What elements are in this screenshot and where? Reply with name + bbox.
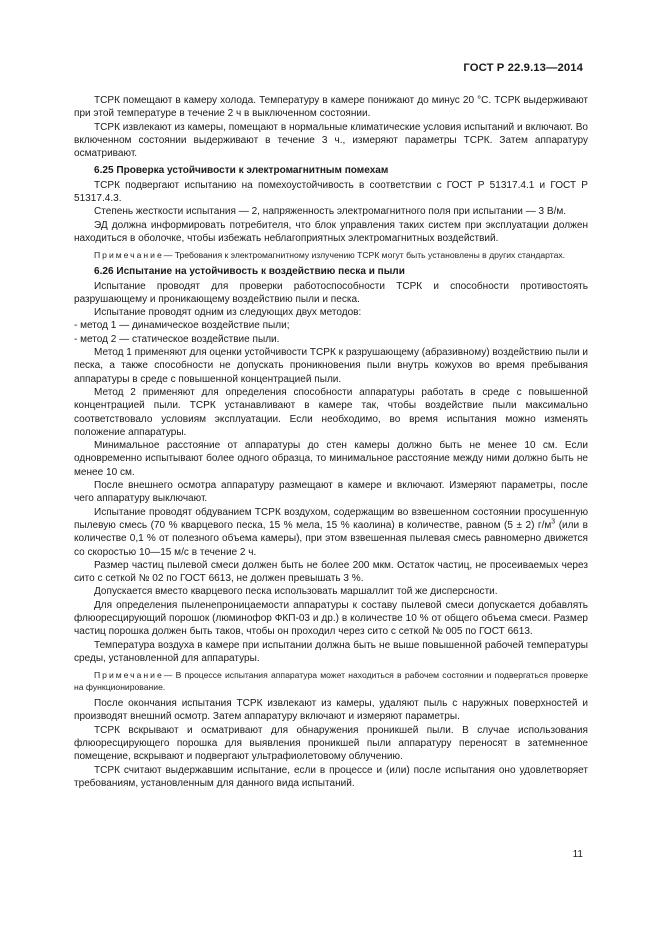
page-number: 11: [572, 849, 583, 860]
section-6-25-paragraph-1: ТСРК подвергают испытанию на помехоустойчивость в соответствии с ГОСТ Р 51317.4.1 и ГОСТ Р 51317.4.3.: [74, 179, 588, 205]
section-6-26-paragraph-2: Испытание проводят одним из следующих двух методов:: [94, 307, 362, 319]
note-label: Примечание: [94, 250, 164, 261]
section-6-25-note: [74, 249, 588, 261]
section-6-26-paragraph-12: После окончания испытания ТСРК извлекают из камеры, удаляют пыль с наружных поверхностей и производят внешний осмотр. Затем аппаратуру включают и измеряют параметры.: [74, 698, 588, 723]
section-6-26-paragraph-5: Минимальное расстояние от аппаратуры до стен камеры должно быть не менее 10 см. Если одновременно испытывают более одного образца, то минимальное расстояние между ними должно быть не менее 10 см.: [74, 440, 588, 478]
method-list-item: - метод 1 — динамическое воздействие пыли;: [74, 320, 290, 332]
paragraph-7-part-b: (или в количестве 0,1 % от полезного объема камеры), при этом взвешенная пылевая смесь равномерно движется со скоростью 10—15 м/с в течение 2 ч.: [74, 519, 588, 558]
section-6-26-paragraph-13: ТСРК вскрывают и осматривают для обнаружения проникшей пыли. В случае использования флюоресцирующего порошка для выявления проникшей пыли аппаратуру переносят в затемненное помещение, вскрывают и подвергают ультрафиолетовому облучению.: [74, 724, 588, 763]
section-6-26-paragraph-7: [74, 506, 588, 559]
section-6-26-note: [74, 669, 588, 693]
intro-paragraph-2: ТСРК извлекают из камеры, помещают в нормальные климатические условия испытаний и включают. Во включенном состоянии выдерживают в течение 3 ч., измеряют параметры ТСРК. Затем аппаратуру осматривают.: [74, 121, 588, 160]
section-6-25-paragraph-2: Степень жесткости испытания — 2, напряженность электромагнитного поля при испытании — 3 В/м.: [94, 206, 567, 218]
cubic-superscript: 3: [551, 518, 556, 526]
section-6-26-paragraph-6: После внешнего осмотра аппаратуру размещают в камере и включают. Измеряют параметры, после чего аппаратуру выключают.: [74, 480, 588, 505]
section-6-26-paragraph-8: Размер частиц пылевой смеси должен быть не более 200 мкм. Остаток частиц, не просеиваемых через сито с сеткой № 02 по ГОСТ 6613, не должен превышать 3 %.: [74, 559, 588, 585]
section-6-25-paragraph-3: ЭД должна информировать потребителя, что блок управления таких систем при эксплуатации должен находиться в оболочке, чтобы избежать неблагоприятных электромагнитных воздействий.: [74, 219, 588, 244]
section-6-26-paragraph-10: Для определения пыленепроницаемости аппаратуры к составу пылевой смеси допускается добавлять флюоресцирующий порошок (люминофор ФКП-03 и др.) в количестве 10 % от общего объема смеси. Размер частиц порошка должен быть таков, чтобы он проходил через сито с сеткой № 005 по ГОСТ 6613.: [74, 599, 588, 638]
section-6-26-paragraph-3: Метод 1 применяют для оценки устойчивости ТСРК к разрушающему (абразивному) воздействию пыли и песка, а также способности не допускать проникновения пыли внутрь кожухов во время пребывания аппаратуры в среде с повышенной концентрацией пыли.: [74, 347, 588, 385]
document-body: [74, 94, 588, 790]
note-label: Примечание: [94, 670, 164, 681]
note-text: — В процессе испытания аппаратура может находиться в рабочем состоянии и подвергаться проверке на функционирование.: [74, 670, 588, 693]
section-6-26-paragraph-9: Допускается вместо кварцевого песка использовать маршаллит той же дисперсности.: [94, 586, 498, 598]
paragraph-7-part-a: Испытание проводят обдуванием ТСРК воздухом, содержащим во взвешенном состоянии просушенную пылевую смесь (70 % кварцевого песка, 15 % мела, 15 % каолина) в количестве, равном (5 ± 2) г/м: [74, 506, 588, 531]
method-list-item: - метод 2 — статическое воздействие пыли.: [74, 333, 280, 345]
section-6-26-paragraph-1: Испытание проводят для проверки работоспособности ТСРК и способности противостоять разрушающему и проникающему воздействию пыли и песка.: [74, 280, 588, 305]
intro-paragraph-1: ТСРК помещают в камеру холода. Температуру в камере понижают до минус 20 °С. ТСРК выдерживают при этой температуре в течение 2 ч в выключенном состоянии.: [74, 95, 588, 120]
document-code-header: ГОСТ Р 22.9.13—2014: [463, 62, 583, 74]
section-6-26-title: 6.26 Испытание на устойчивость к воздействию песка и пыли: [94, 266, 405, 278]
section-6-25-title: 6.25 Проверка устойчивости к электромагнитным помехам: [94, 165, 389, 177]
note-text: — Требования к электромагнитному излучению ТСРК могут быть установлены в других стандартах.: [163, 250, 566, 261]
section-6-26-paragraph-4: Метод 2 применяют для определения способности аппаратуры работать в среде с повышенной концентрацией пыли. ТСРК устанавливают в камере так, чтобы воздействие пыли максимально соответствовало условиям эксплуатации. Если необходимо, во время испытания можно изменять положение аппаратуры.: [74, 386, 588, 438]
section-6-26-paragraph-14: ТСРК считают выдержавшим испытание, если в процессе и (или) после испытания оно удовлетворяет требованиям, установленным для данного вида испытаний.: [74, 764, 588, 789]
section-6-26-paragraph-11: Температура воздуха в камере при испытании должна быть не выше повышенной рабочей температуры среды, установленной для аппаратуры.: [74, 639, 588, 664]
